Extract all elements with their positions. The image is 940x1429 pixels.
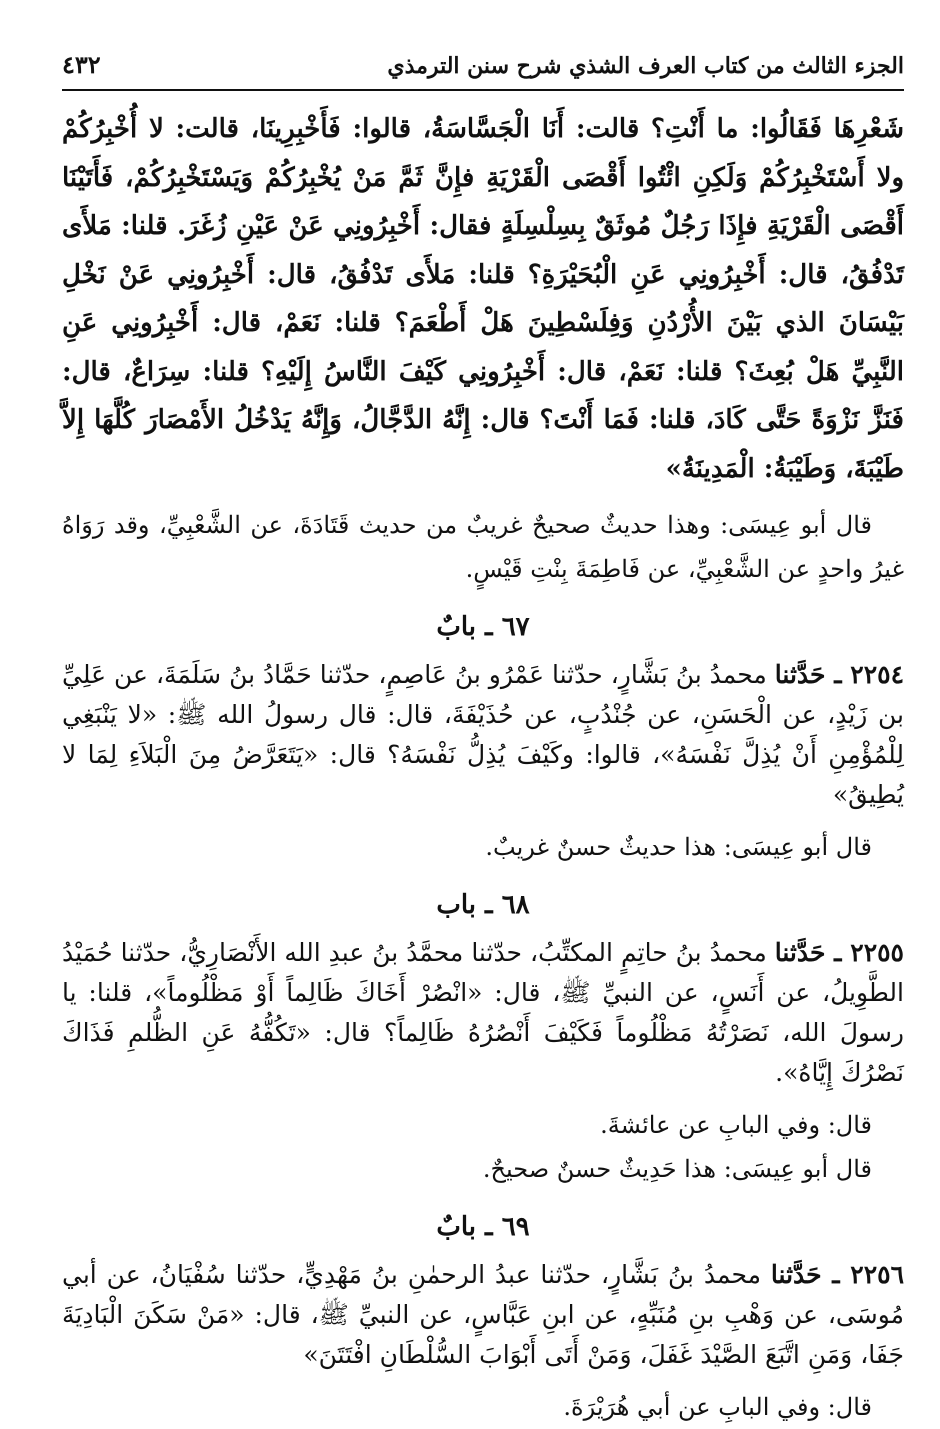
intro-hadith-text: شَعْرِهَا فَقَالُوا: ما أَنْتِ؟ قالت: أَنَا الْجَسَّاسَةُ، قالوا: فَأَخْبِرِينَا، قالت: لا أُخْبِرُكُمْ ولا أَسْتَخْبِرُكُمْ وَلَكِنِ ائْتُوا أَقْصَى الْقَرْيَةِ فإِنَّ ثَمَّ مَنْ يُخْبِرُكُمْ وَيَسْتَخْبِرُكُمْ، فَأَتَيْنَا أَقْصَى الْقَرْيَةِ فإِذَا رَجُلٌ مُوثَقٌ بِسِلْسِلَةٍ فقال: أَخْبِرُونِي عَنْ عَيْنِ زُغَرَ. قلنا: مَلأَى تَدْفُقُ، قال: أَخْبِرُونِي عَنِ الْبُحَيْرَةِ؟ قلنا: مَلأَى تَدْفُقُ، قال: أَخْبِرُونِي عَنْ نَخْلِ بَيْسَانَ الذي بَيْنَ الأُرْدُنِ وَفِلَسْطِينَ هَلْ أَطْعَمَ؟ قلنا: نَعَمْ، قال: أَخْبِرُونِي عَنِ النَّبِيِّ هَلْ بُعِثَ؟ قلنا: نَعَمْ، قال: أَخْبِرُونِي كَيْفَ النَّاسُ إِلَيْهِ؟ قلنا: سِرَاعٌ، قال: فَنَزَّ نَزْوَةً حَتَّى كَادَ، قلنا: فَمَا أَنْتَ؟ قال: إِنَّهُ الدَّجَّالُ، وَإِنَّهُ يَدْخُلُ الأَمْصَارَ كُلَّهَا إِلاَّ طَيْبَةَ، وَطَيْبَةُ: الْمَدِينَةُ» (62, 114, 904, 484)
hadith-2256 (62, 1255, 904, 1375)
hadith-2255 (62, 933, 904, 1093)
section-heading-67: ٦٧ ـ بابٌ (436, 612, 530, 642)
section-heading-68: ٦٨ ـ باب (436, 890, 530, 920)
section-heading-69: ٦٩ ـ بابٌ (436, 1212, 530, 1242)
chapter-note-2255: قال: وفي البابِ عن عائشةَ. (600, 1111, 872, 1139)
hadith-number-2256: ٢٢٥٦ ـ حَدَّثنا (770, 1260, 904, 1289)
hadith-2254 (62, 655, 904, 815)
grading-note-2255: قال أبو عِيسَى: هذا حَدِيثٌ حسنٌ صحيحٌ. (482, 1155, 872, 1183)
page-number: ٤٣٢ (62, 50, 101, 79)
chapter-note-2256: قال: وفي البابِ عن أبي هُرَيْرَةَ. (563, 1393, 872, 1421)
hadith-number-2255: ٢٢٥٥ ـ حَدَّثنا (774, 938, 904, 967)
page-header (62, 50, 904, 91)
document-page (62, 50, 904, 1429)
hadith-text-2254: محمدُ بنُ بَشَّارٍ، حدّثنا عَمْرُو بنُ عَاصِمٍ، حدّثنا حَمَّادُ بنُ سَلَمَةَ، عن عَلِيِّ بن زَيْدٍ، عن الْحَسَنِ، عن جُنْدُبٍ، عن حُذَيْفَةَ، قال: قال رسولُ الله ﷺ: «لا يَنْبَغِي لِلْمُؤْمِنِ أَنْ يُذِلَّ نَفْسَهُ»، قالوا: وكَيْفَ يُذِلُّ نَفْسَهُ؟ قال: «يَتَعَرَّضُ مِنَ الْبَلاَءِ لِمَا لا يُطِيقُ» (62, 660, 904, 809)
grading-note-2254: قال أبو عِيسَى: هذا حديثٌ حسنٌ غريبٌ. (485, 833, 872, 861)
header-title: الجزء الثالث من كتاب العرف الشذي شرح سنن الترمذي (387, 53, 904, 79)
hadith-text-2255: محمدُ بنُ حاتِمٍ المكتِّبُ، حدّثنا محمَّدُ بنُ عبدِ الله الأَنْصَارِيُّ، حدّثنا حُمَيْدُ الطَّوِيلُ، عن أَنَسٍ، عن النبيِّ ﷺ، قال: «انْصُرْ أَخَاكَ ظَالِماً أَوْ مَظْلُوماً»، قلنا: يا رسولَ الله، نَصَرْتُهُ مَظْلُوماً فَكَيْفَ أَنْصُرُهُ ظَالِماً؟ قال: «تَكُفُّهُ عَنِ الظُّلمِ فَذَاكَ نَصْرُكَ إِيَّاهُ». (62, 938, 904, 1087)
intro-note: قال أبو عِيسَى: وهذا حديثٌ صحيحٌ غريبٌ من حديث قَتَادَةَ، عن الشَّعْبِيِّ، وقد رَوَاهُ غيرُ واحدٍ عن الشَّعْبِيِّ، عن فَاطِمَةَ بِنْتِ قَيْسٍ. (62, 511, 904, 583)
hadith-number-2254: ٢٢٥٤ ـ حَدَّثنا (774, 660, 905, 689)
hadith-text-2256: محمدُ بنُ بَشَّارٍ، حدّثنا عبدُ الرحمٰنِ بنُ مَهْدِيٍّ، حدّثنا سُفْيَانُ، عن أبي مُوسَى، عن وَهْبِ بنِ مُنَبِّهٍ، عن ابنِ عَبَّاسٍ، عن النبيِّ ﷺ، قال: «مَنْ سَكَنَ الْبَادِيَةَ جَفَا، وَمَنِ اتَّبَعَ الصَّيْدَ غَفَلَ، وَمَنْ أَتَى أَبْوَابَ السُّلْطَانِ افْتَتَنَ» (62, 1260, 904, 1369)
